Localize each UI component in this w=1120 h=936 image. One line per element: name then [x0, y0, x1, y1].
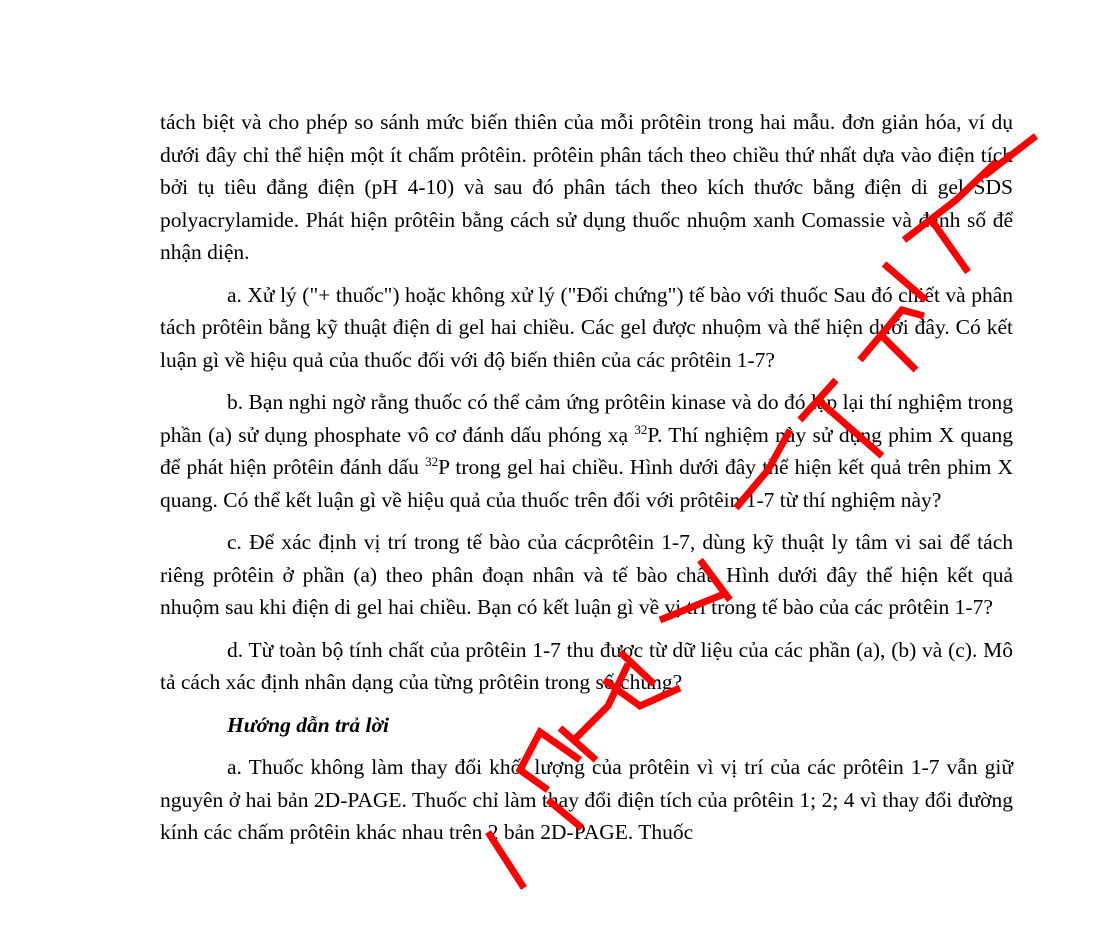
paragraph-question-c: c. Để xác định vị trí trong tế bào của cácprôtêin 1-7, dùng kỹ thuật ly tâm vi sai để tách riêng prôtêin ở phần (a) theo phân đoạn nhân và tế bào chất. Hình dưới đây thể hiện kết quả nhuộm sau khi điện di gel hai chiều. Bạn có kết luận gì về vị trí trong tế bào của các prôtêin 1-7? — [160, 530, 1013, 619]
paragraph-b-text-3: P trong gel hai chiều. Hình dưới đây thể hiện kết quả trên phim X quang. Có thể kết luận gì về hiệu quả của thuốc trên đối với prôtêin 1-7 từ thí nghiệm này? — [160, 455, 1013, 512]
document-text — [160, 106, 1013, 859]
paragraph-b-text-2: P. Thí nghiệm này sử dụng phim X quang để phát hiện prôtêin đánh dấu — [160, 422, 1013, 479]
superscript-32-second: 32 — [425, 454, 439, 469]
paragraph-answer-a: a. Thuốc không làm thay đổi khối lượng của prôtêin vì vị trí của các prôtêin 1-7 vẫn giữ nguyên ở hai bản 2D-PAGE. Thuốc chỉ làm thay đổi điện tích của prôtêin 1; 2; 4 vì thay đổi đường kính các chấm prôtêin khác nhau trên 2 bản 2D-PAGE. Thuốc — [160, 755, 1013, 844]
paragraph-question-d: d. Từ toàn bộ tính chất của prôtêin 1-7 thu được từ dữ liệu của các phần (a), (b) và (c). Mô tả cách xác định nhân dạng của từng prôtêin trong số chúng? — [160, 637, 1013, 694]
answer-heading: Hướng dẫn trả lời — [227, 712, 390, 737]
paragraph-b-text-1: b. Bạn nghi ngờ rằng thuốc có thể cảm ứng prôtêin kinase và do đó lặp lại thí nghiệm trong phần (a) sử dụng phosphate vô cơ đánh dấu phóng xạ — [160, 390, 1013, 447]
paragraph-question-b — [160, 386, 1013, 516]
paragraph-intro: tách biệt và cho phép so sánh mức biến thiên của mỗi prôtêin trong hai mẫu. đơn giản hóa, ví dụ dưới đây chỉ thể hiện một ít chấm prôtêin. prôtêin phân tách theo chiều thứ nhất dựa vào điện tích bởi tụ tiêu đẳng điện (pH 4-10) và sau đó phân tách theo kích thước bằng điện di gel SDS polyacrylamide. Phát hiện prôtêin bằng cách sử dụng thuốc nhuộm xanh Comassie và đánh số để nhận diện. — [160, 110, 1013, 264]
superscript-32-first: 32 — [634, 421, 648, 437]
paragraph-question-a: a. Xử lý ("+ thuốc") hoặc không xử lý ("Đối chứng") tế bào với thuốc Sau đó chiết và phân tách prôtêin bằng kỹ thuật điện di gel hai chiều. Các gel được nhuộm và thể hiện dưới đây. Có kết luận gì về hiệu quả của thuốc đối với độ biến thiên của các prôtêin 1-7? — [160, 282, 1013, 372]
